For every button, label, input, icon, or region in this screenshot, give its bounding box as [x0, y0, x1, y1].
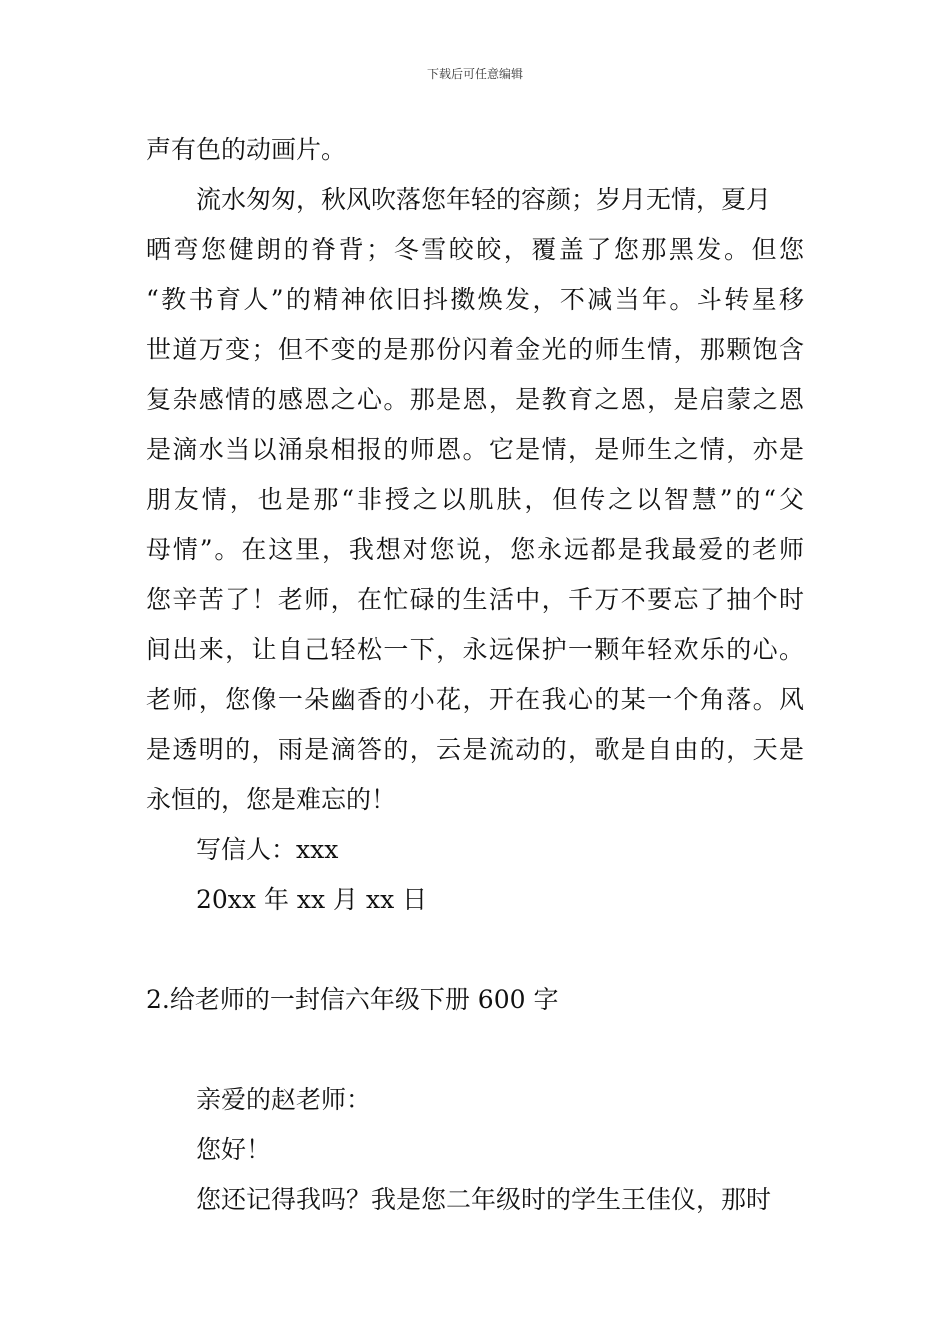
- paragraph-line: 世道万变；但不变的是那份闪着金光的师生情，那颗饱含: [146, 335, 804, 364]
- paragraph-line: “教书育人”的精神依旧抖擞焕发，不减当年。斗转星移: [146, 285, 804, 314]
- document-header: 下载后可任意编辑: [426, 67, 523, 81]
- paragraph-line: 流水匆匆，秋风吹落您年轻的容颜；岁月无情，夏月: [196, 185, 772, 214]
- paragraph-line: 您还记得我吗？我是您二年级时的学生王佳仪，那时: [196, 1185, 772, 1214]
- letter-signature: 写信人：xxx: [196, 835, 339, 864]
- paragraph-line: 晒弯您健朗的脊背；冬雪皎皎，覆盖了您那黑发。但您: [146, 235, 804, 264]
- paragraph-line: 是滴水当以涌泉相报的师恩。它是情，是师生之情，亦是: [146, 435, 804, 464]
- paragraph-line: 间出来，让自己轻松一下，永远保护一颗年轻欢乐的心。: [146, 635, 804, 664]
- paragraph-line: 复杂感情的感恩之心。那是恩，是教育之恩，是启蒙之恩: [146, 385, 804, 414]
- section-title: 2.给老师的一封信六年级下册 600 字: [146, 985, 559, 1014]
- paragraph-line: 永恒的，您是难忘的！: [146, 785, 397, 814]
- paragraph-line: 老师，您像一朵幽香的小花，开在我心的某一个角落。风: [146, 685, 804, 714]
- paragraph-line: 声有色的动画片。: [146, 135, 347, 164]
- paragraph-line: 朋友情，也是那“非授之以肌肤，但传之以智慧”的“父: [146, 485, 804, 514]
- paragraph-line: 母情”。在这里，我想对您说，您永远都是我最爱的老师: [146, 535, 804, 564]
- paragraph-line: 您辛苦了！老师，在忙碌的生活中，千万不要忘了抽个时: [146, 585, 804, 614]
- letter-salutation: 亲爱的赵老师：: [196, 1085, 372, 1114]
- paragraph-line: 是透明的，雨是滴答的，云是流动的，歌是自由的，天是: [146, 735, 804, 764]
- letter-date: 20xx 年 xx 月 xx 日: [196, 885, 428, 914]
- letter-greeting: 您好！: [196, 1135, 272, 1164]
